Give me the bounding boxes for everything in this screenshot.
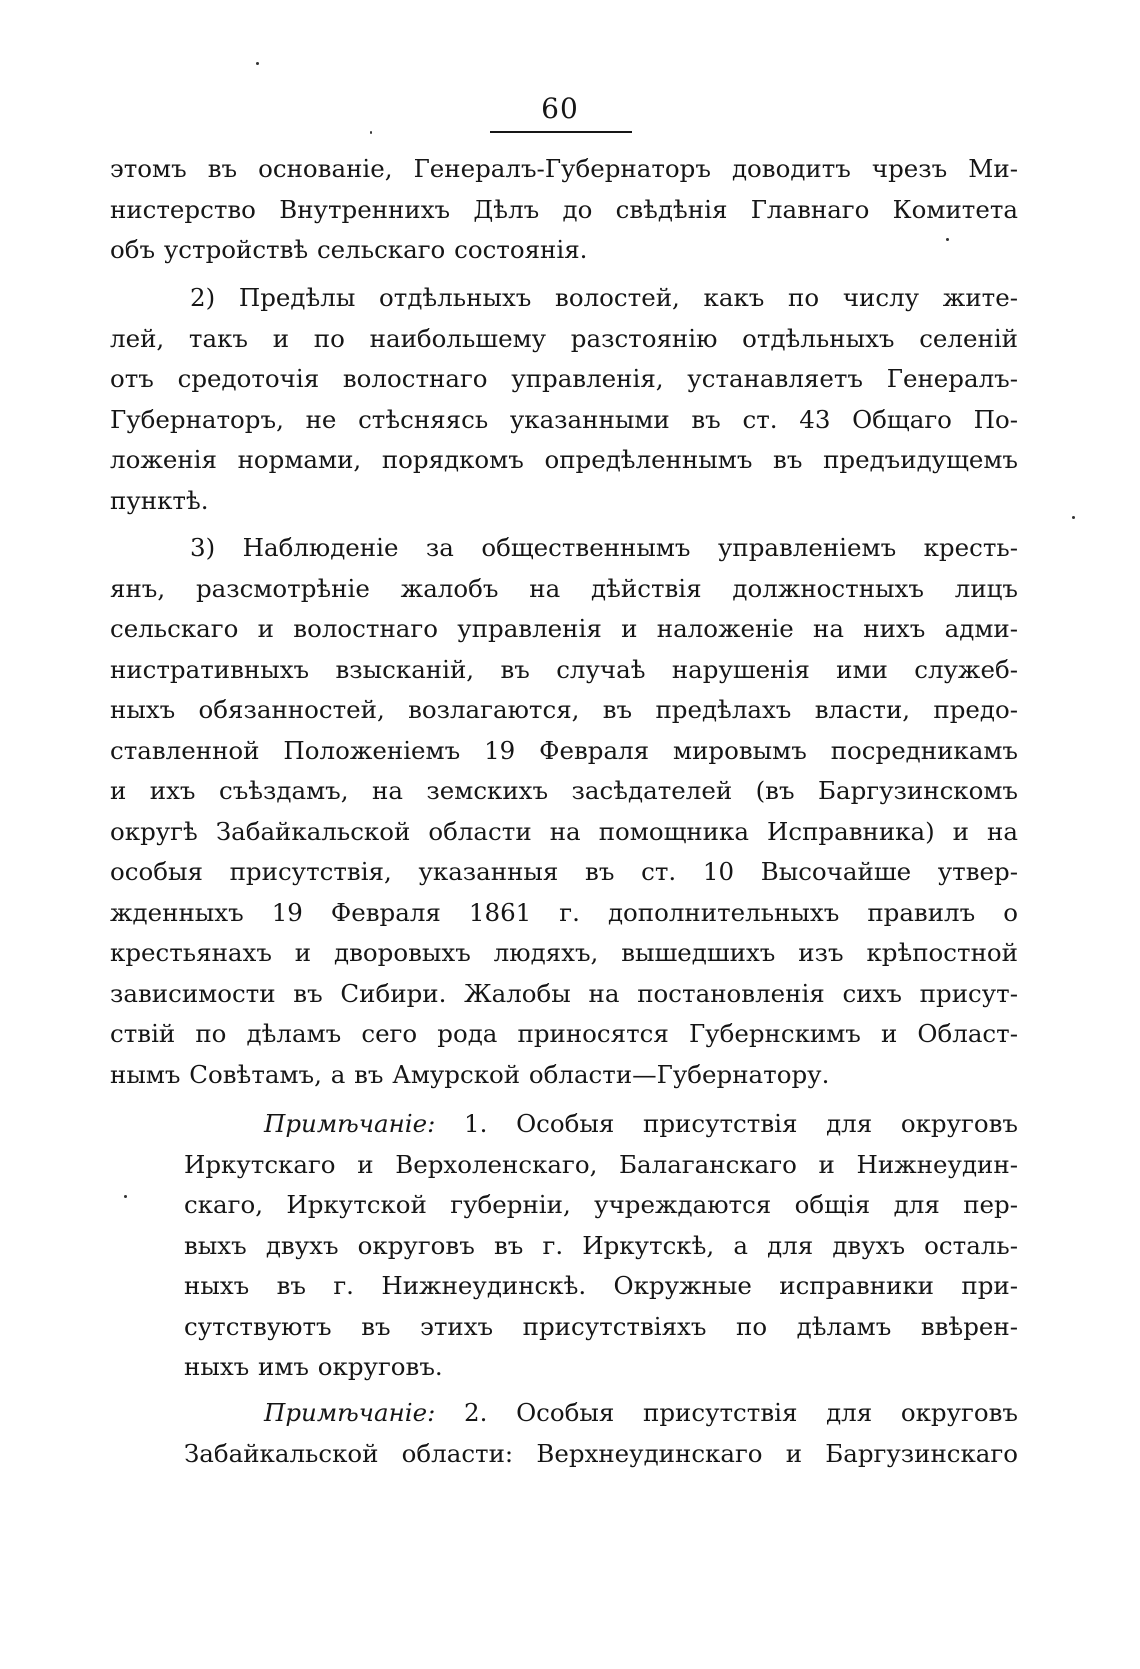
text-line: сельскаго и волостнаго управленія и наложеніе на нихъ адми- — [110, 614, 1018, 643]
text-line: жденныхъ 19 Февраля 1861 г. дополнительныхъ правилъ о — [110, 897, 1018, 927]
note-2 — [184, 1393, 1018, 1474]
scan-speck — [256, 62, 259, 65]
scan-speck — [370, 131, 372, 134]
text-line: и ихъ съѣздамъ, на земскихъ засѣдателей (въ Баргузинскомъ — [110, 776, 1018, 805]
text-line: янъ, разсмотрѣніе жалобъ на дѣйствія должностныхъ лицъ — [110, 573, 1018, 603]
note-first-line — [184, 1393, 1018, 1434]
note-text: 2. Особыя присутствія для округовъ — [464, 1398, 1018, 1427]
paragraph-item-3 — [110, 528, 1018, 1095]
text-line: выхъ двухъ округовъ въ г. Иркутскѣ, а для двухъ осталь- — [184, 1230, 1018, 1260]
text-line: Губернаторъ, не стѣсняясь указанными въ ст. 43 Общаго По- — [110, 404, 1018, 434]
text-line: ствій по дѣламъ сего рода приносятся Губернскимъ и Област- — [110, 1019, 1018, 1048]
note-label: Примѣчаніе: — [264, 1109, 436, 1138]
text-line: 2) Предѣлы отдѣльныхъ волостей, какъ по числу жите- — [190, 283, 1018, 312]
scan-speck — [1072, 516, 1075, 519]
text-line: особыя присутствія, указанныя въ ст. 10 Высочайше утвер- — [110, 857, 1018, 886]
text-line: округѣ Забайкальской области на помощника Исправника) и на — [110, 816, 1018, 846]
text-line: зависимости въ Сибири. Жалобы на постановленія сихъ присут- — [110, 978, 1018, 1008]
text-line: ложенія нормами, порядкомъ опредѣленнымъ въ предъидущемъ — [110, 445, 1018, 474]
scan-speck — [124, 1195, 127, 1198]
text-line: скаго, Иркутской губерніи, учреждаются общія для пер- — [184, 1190, 1018, 1219]
note-label: Примѣчаніе: — [264, 1398, 436, 1427]
text-line: нистерство Внутреннихъ Дѣлъ до свѣдѣнія Главнаго Комитета — [110, 194, 1018, 224]
text-line: нымъ Совѣтамъ, а въ Амурской области—Губернатору. — [110, 1059, 830, 1089]
scan-speck — [946, 238, 949, 241]
note-first-line — [184, 1104, 1018, 1145]
text-line: ставленной Положеніемъ 19 Февраля мировымъ посредникамъ — [110, 735, 1018, 765]
paragraph-item-2 — [110, 278, 1018, 521]
header-rule — [490, 131, 632, 133]
text-line: ныхъ обязанностей, возлагаются, въ предѣлахъ власти, предо- — [110, 695, 1018, 724]
paragraph-continuation — [110, 149, 1018, 271]
text-line: отъ средоточія волостнаго управленія, устанавляетъ Генералъ- — [110, 364, 1018, 393]
note-text: 1. Особыя присутствія для округовъ — [464, 1109, 1018, 1138]
text-line: Иркутскаго и Верхоленскаго, Балаганскаго и Нижнеудин- — [184, 1149, 1018, 1179]
text-line: Забайкальской области: Верхнеудинскаго и Баргузинскаго — [184, 1438, 1018, 1468]
text-line: крестьянахъ и дворовыхъ людяхъ, вышедшихъ изъ крѣпостной — [110, 938, 1018, 967]
note-1 — [184, 1104, 1018, 1388]
text-line: объ устройствѣ сельскаго состоянія. — [110, 235, 588, 264]
text-line: ныхъ въ г. Нижнеудинскѣ. Окружные исправники при- — [184, 1271, 1018, 1300]
text-line: 3) Наблюденіе за общественнымъ управленіемъ кресть- — [190, 533, 1018, 562]
text-line: пунктѣ. — [110, 485, 209, 515]
text-line: лей, такъ и по наибольшему разстоянію отдѣльныхъ селеній — [110, 323, 1018, 353]
text-line: сутствуютъ въ этихъ присутствіяхъ по дѣламъ ввѣрен- — [184, 1311, 1018, 1341]
text-line: ныхъ имъ округовъ. — [184, 1352, 443, 1381]
page-number: 60 — [541, 92, 579, 125]
text-line: нистративныхъ взысканій, въ случаѣ нарушенія ими служеб- — [110, 654, 1018, 684]
text-line: этомъ въ основаніе, Генералъ-Губернаторъ доводитъ чрезъ Ми- — [110, 154, 1018, 183]
